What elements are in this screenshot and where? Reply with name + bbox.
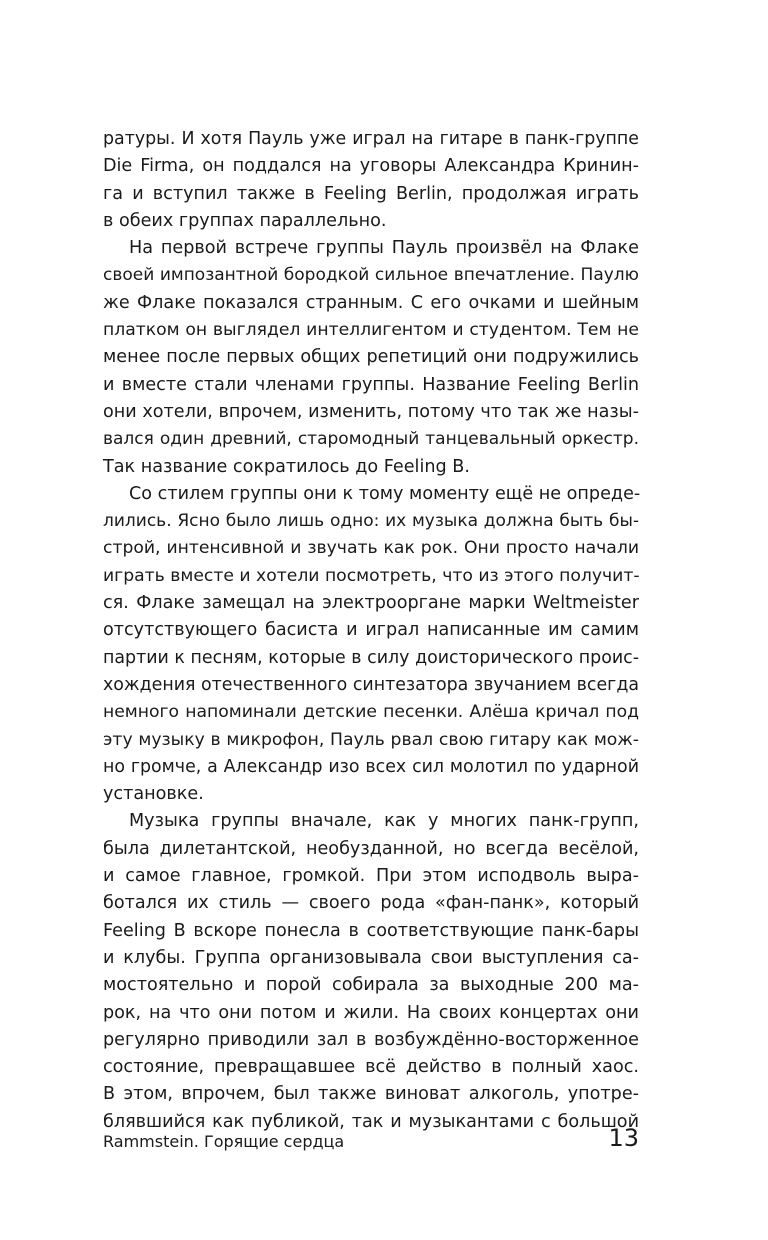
running-title: Rammstein. Горящие сердца [103,1132,345,1151]
text-line: Со стилем группы они к тому моменту ещё не опреде- [129,483,641,504]
text-line: в обеих группах параллельно. [103,210,387,231]
text-line: ратуры. И хотя Пауль уже играл на гитаре в панк-группе [103,129,639,149]
paragraph [103,808,639,1136]
text-line: Так название сократилось до Feeling B. [103,456,470,477]
text-line: Feeling B вскоре понесла в соответствующие панк-бары [103,920,639,941]
text-line: Die Firma, он поддался на уговоры Александра Кринин- [103,156,639,177]
text-line: отсутствующего басиста и играл написанные им самим [103,620,639,641]
text-line: менее после первых общих репетиций они подружились [103,347,639,368]
text-line: немного напоминали детские песенки. Алёша кричал под [103,702,639,723]
text-line: ботался их стиль — своего рода «фан-панк», который [103,893,639,914]
text-line: га и вступил также в Feeling Berlin, продолжая играть [103,183,639,204]
text-line: мостоятельно и порой собирала за выходные 200 ма- [103,975,639,996]
text-line: и вместе стали членами группы. Название Feeling Berlin [103,374,639,395]
text-line: рок, на что они потом и жили. На своих концертах они [103,1002,639,1023]
page-footer [103,1124,639,1154]
text-line: же Флаке показался странным. С его очками и шейным [103,292,639,313]
text-line: В этом, впрочем, был также виноват алкоголь, употре- [103,1084,639,1105]
text-line: хождения отечественного синтезатора звучанием всегда [103,674,639,695]
paragraph [103,235,639,481]
paragraph [103,126,639,235]
text-line: строй, интенсивной и звучать как рок. Они просто начали [103,538,639,559]
text-line: блявшийся как публикой, так и музыкантами с большой [103,1111,639,1132]
text-line: вался один древний, старомодный танцевальный оркестр. [103,429,639,450]
text-line: играть вместе и хотели посмотреть, что из этого получит- [103,565,640,586]
text-line: На первой встрече группы Пауль произвёл на Флаке [129,238,639,259]
text-line: и самое главное, громкой. При этом исподволь выра- [103,866,639,887]
text-line: партии к песням, которые в силу доисторического проис- [103,647,639,668]
text-line: Музыка группы вначале, как у многих панк-групп, [129,811,639,832]
text-line: ся. Флаке замещал на электрооргане марки Weltmeister [103,593,639,614]
text-line: была дилетантской, необузданной, но всегда весёлой, [103,838,639,859]
text-line: установке. [103,784,204,805]
paragraph [103,481,639,809]
text-line: они хотели, впрочем, изменить, потому что так же назы- [103,401,639,422]
text-line: но громче, а Александр изо всех сил молотил по ударной [103,756,639,777]
text-line: платком он выглядел интеллигентом и студентом. Тем не [103,320,639,341]
text-line: эту музыку в микрофон, Пауль рвал свою гитару как мож- [103,729,639,750]
text-line: своей импозантной бородкой сильное впечатление. Паулю [103,265,639,286]
text-line: регулярно приводили зал в возбуждённо-восторженное [103,1029,639,1050]
text-line: состояние, превращавшее всё действо в полный хаос. [103,1057,639,1078]
text-line: и клубы. Группа организовывала свои выступления са- [103,947,639,968]
text-line: лились. Ясно было лишь одно: их музыка должна быть бы- [103,511,639,532]
body-text [103,126,639,1136]
page-number: 13 [608,1124,639,1152]
